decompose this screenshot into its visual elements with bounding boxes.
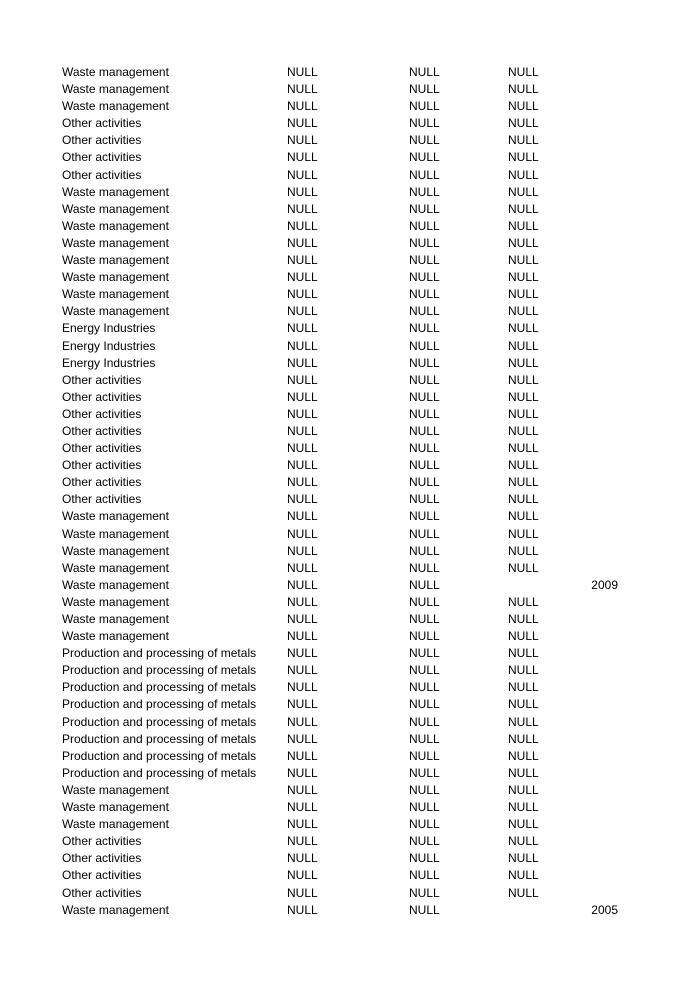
table-row <box>0 423 700 440</box>
activity-cell: Waste management <box>62 253 169 268</box>
table-row <box>0 816 700 833</box>
value-a-cell: NULL <box>287 304 318 319</box>
value-a-cell: NULL <box>287 423 318 438</box>
activity-cell: Production and processing of metals <box>62 714 257 729</box>
activity-cell: Other activities <box>62 116 142 131</box>
value-a-cell: NULL <box>287 646 318 661</box>
activity-cell: Waste management <box>62 782 169 797</box>
activity-cell: Waste management <box>62 65 169 79</box>
activity-cell: Waste management <box>62 270 169 285</box>
value-c-cell: NULL <box>508 543 539 558</box>
activity-cell: Other activities <box>62 492 142 507</box>
value-a-cell: NULL <box>287 235 318 250</box>
table-row <box>0 902 700 919</box>
table-row <box>0 628 700 645</box>
activity-cell: Other activities <box>62 406 142 421</box>
table-row <box>0 303 700 320</box>
value-c-cell: NULL <box>508 235 539 250</box>
value-b-cell: NULL <box>409 253 440 268</box>
value-c-cell: NULL <box>508 748 539 763</box>
activity-cell: Waste management <box>62 235 169 250</box>
activity-cell: Waste management <box>62 82 169 97</box>
table-row <box>0 252 700 269</box>
activity-cell: Other activities <box>62 475 142 490</box>
table-row <box>0 885 700 902</box>
activity-cell: Waste management <box>62 629 169 644</box>
value-b-cell: NULL <box>409 458 440 473</box>
value-b-cell: NULL <box>409 389 440 404</box>
value-a-cell: NULL <box>287 782 318 797</box>
activity-cell: Other activities <box>62 851 142 866</box>
value-c-cell: NULL <box>508 509 539 524</box>
value-a-cell: NULL <box>287 663 318 678</box>
value-b-cell: NULL <box>409 201 440 216</box>
value-b-cell: NULL <box>409 834 440 849</box>
activity-cell: Other activities <box>62 150 142 165</box>
activity-cell: Other activities <box>62 389 142 404</box>
value-a-cell: NULL <box>287 902 318 917</box>
table-row <box>0 560 700 577</box>
value-c-cell: NULL <box>508 321 539 336</box>
value-b-cell: NULL <box>409 218 440 233</box>
table-row <box>0 611 700 628</box>
table-row <box>0 594 700 611</box>
value-c-cell: NULL <box>508 868 539 883</box>
value-b-cell: NULL <box>409 697 440 712</box>
value-a-cell: NULL <box>287 150 318 165</box>
value-b-cell: NULL <box>409 372 440 387</box>
activity-cell: Other activities <box>62 868 142 883</box>
value-c-cell: NULL <box>508 526 539 541</box>
activity-cell: Waste management <box>62 201 169 216</box>
table-row <box>0 372 700 389</box>
value-a-cell: NULL <box>287 577 318 592</box>
value-b-cell: NULL <box>409 423 440 438</box>
table-row <box>0 389 700 406</box>
activity-cell: Waste management <box>62 594 169 609</box>
value-c-cell: NULL <box>508 389 539 404</box>
activity-cell: Production and processing of metals <box>62 680 257 695</box>
value-a-cell: NULL <box>287 475 318 490</box>
value-a-cell: NULL <box>287 167 318 182</box>
value-c-cell: NULL <box>508 458 539 473</box>
value-a-cell: NULL <box>287 594 318 609</box>
value-a-cell: NULL <box>287 526 318 541</box>
activity-cell: Other activities <box>62 441 142 456</box>
table-row <box>0 201 700 218</box>
table-row <box>0 850 700 867</box>
table-row <box>0 748 700 765</box>
table-row <box>0 149 700 166</box>
value-b-cell: NULL <box>409 355 440 370</box>
value-c-cell: NULL <box>508 287 539 302</box>
value-c-cell: NULL <box>508 355 539 370</box>
table-row <box>0 491 700 508</box>
table-row <box>0 474 700 491</box>
value-a-cell: NULL <box>287 543 318 558</box>
table-row <box>0 543 700 560</box>
value-b-cell: NULL <box>409 526 440 541</box>
table-row <box>0 577 700 594</box>
value-c-cell: NULL <box>508 475 539 490</box>
table-row <box>0 782 700 799</box>
value-b-cell: NULL <box>409 441 440 456</box>
activity-cell: Other activities <box>62 372 142 387</box>
value-c-cell: NULL <box>508 492 539 507</box>
value-c-cell: NULL <box>508 817 539 832</box>
value-c-cell: NULL <box>508 304 539 319</box>
value-a-cell: NULL <box>287 355 318 370</box>
table-row <box>0 184 700 201</box>
table-row <box>0 457 700 474</box>
table-row <box>0 167 700 184</box>
activity-cell: Production and processing of metals <box>62 697 257 712</box>
activity-cell: Other activities <box>62 458 142 473</box>
value-a-cell: NULL <box>287 218 318 233</box>
value-b-cell: NULL <box>409 765 440 780</box>
activity-cell: Waste management <box>62 287 169 302</box>
value-c-cell: NULL <box>508 270 539 285</box>
value-a-cell: NULL <box>287 184 318 199</box>
value-c-cell: NULL <box>508 782 539 797</box>
value-c-cell: NULL <box>508 441 539 456</box>
activity-cell: Production and processing of metals <box>62 765 257 780</box>
activity-cell: Energy Industries <box>62 321 156 336</box>
value-a-cell: NULL <box>287 834 318 849</box>
table-row <box>0 269 700 286</box>
value-b-cell: NULL <box>409 800 440 815</box>
value-b-cell: NULL <box>409 304 440 319</box>
value-a-cell: NULL <box>287 851 318 866</box>
table-row <box>0 714 700 731</box>
value-a-cell: NULL <box>287 372 318 387</box>
value-a-cell: NULL <box>287 885 318 900</box>
value-b-cell: NULL <box>409 133 440 148</box>
value-a-cell: NULL <box>287 133 318 148</box>
activity-cell: Production and processing of metals <box>62 731 257 746</box>
value-a-cell: NULL <box>287 612 318 626</box>
activity-cell: Waste management <box>62 817 169 832</box>
value-b-cell: NULL <box>409 475 440 490</box>
value-a-cell: NULL <box>287 800 318 815</box>
value-a-cell: NULL <box>287 560 318 575</box>
value-b-cell: NULL <box>409 150 440 165</box>
value-c-cell: NULL <box>508 714 539 729</box>
value-c-cell: NULL <box>508 184 539 199</box>
value-b-cell: NULL <box>409 99 440 114</box>
activity-cell: Waste management <box>62 509 169 524</box>
value-c-cell: NULL <box>508 731 539 746</box>
table-row <box>0 679 700 696</box>
value-b-cell: NULL <box>409 817 440 832</box>
value-c-cell: NULL <box>508 406 539 421</box>
value-a-cell: NULL <box>287 680 318 695</box>
table-row <box>0 338 700 355</box>
table-row <box>0 799 700 816</box>
value-c-cell: NULL <box>508 201 539 216</box>
value-a-cell: NULL <box>287 406 318 421</box>
table-row <box>0 320 700 337</box>
value-b-cell: NULL <box>409 663 440 678</box>
value-a-cell: NULL <box>287 868 318 883</box>
value-c-cell: NULL <box>508 133 539 148</box>
activity-cell: Other activities <box>62 885 142 900</box>
value-a-cell: NULL <box>287 65 318 79</box>
table-row <box>0 132 700 149</box>
value-b-cell: NULL <box>409 492 440 507</box>
value-a-cell: NULL <box>287 441 318 456</box>
table-row <box>0 218 700 235</box>
activity-cell: Waste management <box>62 218 169 233</box>
activity-cell: Waste management <box>62 577 169 592</box>
table-row <box>0 645 700 662</box>
value-c-cell: NULL <box>508 560 539 575</box>
value-a-cell: NULL <box>287 82 318 97</box>
value-a-cell: NULL <box>287 287 318 302</box>
value-b-cell: NULL <box>409 116 440 131</box>
table-row <box>0 406 700 423</box>
table-row <box>0 355 700 372</box>
table-row <box>0 115 700 132</box>
value-b-cell: NULL <box>409 851 440 866</box>
year-cell: 2009 <box>591 577 618 592</box>
value-b-cell: NULL <box>409 235 440 250</box>
table-row <box>0 867 700 884</box>
value-a-cell: NULL <box>287 731 318 746</box>
table-row <box>0 662 700 679</box>
table-row <box>0 508 700 525</box>
value-b-cell: NULL <box>409 287 440 302</box>
value-b-cell: NULL <box>409 82 440 97</box>
value-a-cell: NULL <box>287 389 318 404</box>
value-c-cell: NULL <box>508 800 539 815</box>
value-a-cell: NULL <box>287 748 318 763</box>
value-b-cell: NULL <box>409 560 440 575</box>
activity-cell: Other activities <box>62 423 142 438</box>
activity-cell: Production and processing of metals <box>62 646 257 661</box>
value-c-cell: NULL <box>508 612 539 626</box>
value-b-cell: NULL <box>409 902 440 917</box>
value-c-cell: NULL <box>508 697 539 712</box>
value-c-cell: NULL <box>508 851 539 866</box>
value-a-cell: NULL <box>287 253 318 268</box>
value-b-cell: NULL <box>409 270 440 285</box>
value-c-cell: NULL <box>508 82 539 97</box>
value-b-cell: NULL <box>409 65 440 79</box>
value-b-cell: NULL <box>409 509 440 524</box>
value-b-cell: NULL <box>409 184 440 199</box>
value-b-cell: NULL <box>409 577 440 592</box>
activity-cell: Waste management <box>62 304 169 319</box>
activity-cell: Waste management <box>62 800 169 815</box>
value-a-cell: NULL <box>287 321 318 336</box>
value-c-cell: NULL <box>508 253 539 268</box>
activity-cell: Waste management <box>62 543 169 558</box>
value-a-cell: NULL <box>287 99 318 114</box>
value-a-cell: NULL <box>287 509 318 524</box>
value-b-cell: NULL <box>409 406 440 421</box>
value-c-cell: NULL <box>508 423 539 438</box>
value-a-cell: NULL <box>287 492 318 507</box>
activity-cell: Waste management <box>62 612 169 626</box>
value-a-cell: NULL <box>287 458 318 473</box>
value-c-cell: NULL <box>508 663 539 678</box>
value-b-cell: NULL <box>409 868 440 883</box>
table-row <box>0 833 700 850</box>
activity-cell: Waste management <box>62 902 169 917</box>
table-row <box>0 526 700 543</box>
activity-cell: Production and processing of metals <box>62 748 257 763</box>
table-row <box>0 286 700 303</box>
value-c-cell: NULL <box>508 338 539 353</box>
value-b-cell: NULL <box>409 731 440 746</box>
value-a-cell: NULL <box>287 270 318 285</box>
value-a-cell: NULL <box>287 697 318 712</box>
value-b-cell: NULL <box>409 782 440 797</box>
value-b-cell: NULL <box>409 338 440 353</box>
value-b-cell: NULL <box>409 748 440 763</box>
value-b-cell: NULL <box>409 629 440 644</box>
value-a-cell: NULL <box>287 714 318 729</box>
value-b-cell: NULL <box>409 321 440 336</box>
value-b-cell: NULL <box>409 714 440 729</box>
year-cell: 2005 <box>591 902 618 917</box>
value-a-cell: NULL <box>287 629 318 644</box>
table-row <box>0 98 700 115</box>
activity-cell: Energy Industries <box>62 355 156 370</box>
value-c-cell: NULL <box>508 646 539 661</box>
value-a-cell: NULL <box>287 338 318 353</box>
value-c-cell: NULL <box>508 99 539 114</box>
activity-cell: Waste management <box>62 99 169 114</box>
value-b-cell: NULL <box>409 594 440 609</box>
value-c-cell: NULL <box>508 65 539 79</box>
table-row <box>0 81 700 98</box>
activity-cell: Production and processing of metals <box>62 663 257 678</box>
activity-cell: Waste management <box>62 560 169 575</box>
value-b-cell: NULL <box>409 646 440 661</box>
activity-cell: Other activities <box>62 834 142 849</box>
value-c-cell: NULL <box>508 885 539 900</box>
value-b-cell: NULL <box>409 612 440 626</box>
value-b-cell: NULL <box>409 543 440 558</box>
table-row <box>0 235 700 252</box>
activity-cell: Waste management <box>62 184 169 199</box>
value-c-cell: NULL <box>508 594 539 609</box>
value-b-cell: NULL <box>409 885 440 900</box>
value-c-cell: NULL <box>508 629 539 644</box>
value-c-cell: NULL <box>508 167 539 182</box>
value-c-cell: NULL <box>508 218 539 233</box>
table-row <box>0 440 700 457</box>
value-c-cell: NULL <box>508 116 539 131</box>
value-b-cell: NULL <box>409 680 440 695</box>
value-a-cell: NULL <box>287 765 318 780</box>
data-table <box>0 64 700 919</box>
table-row <box>0 765 700 782</box>
value-c-cell: NULL <box>508 834 539 849</box>
value-b-cell: NULL <box>409 167 440 182</box>
value-a-cell: NULL <box>287 116 318 131</box>
activity-cell: Other activities <box>62 167 142 182</box>
activity-cell: Energy Industries <box>62 338 156 353</box>
value-c-cell: NULL <box>508 150 539 165</box>
table-row <box>0 64 700 81</box>
value-a-cell: NULL <box>287 817 318 832</box>
table-row <box>0 696 700 713</box>
table-row <box>0 731 700 748</box>
value-c-cell: NULL <box>508 372 539 387</box>
value-c-cell: NULL <box>508 765 539 780</box>
activity-cell: Other activities <box>62 133 142 148</box>
activity-cell: Waste management <box>62 526 169 541</box>
value-c-cell: NULL <box>508 680 539 695</box>
value-a-cell: NULL <box>287 201 318 216</box>
